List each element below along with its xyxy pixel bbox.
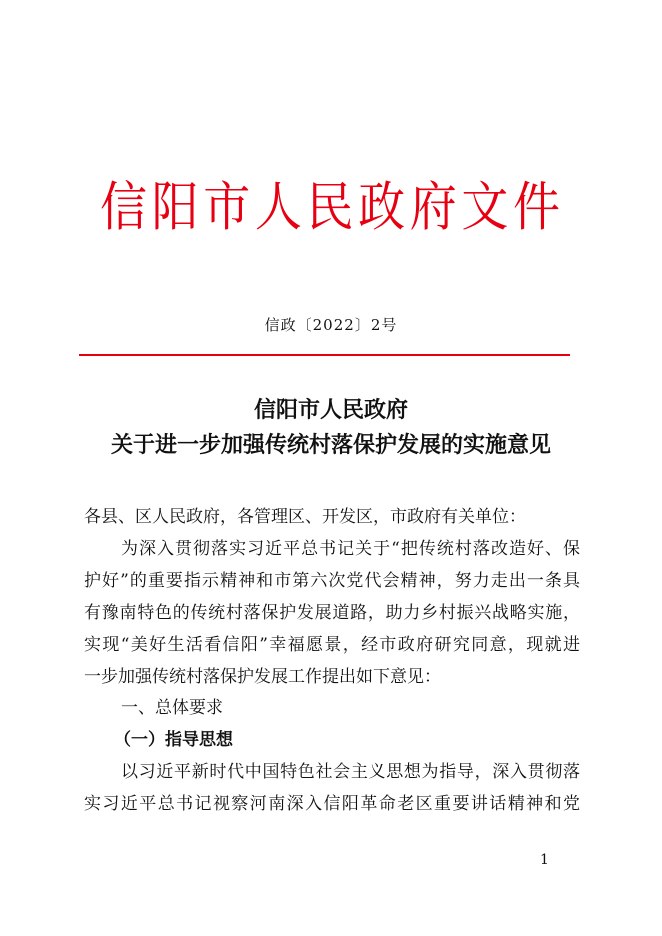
- doc-title-line1: 信阳市人民政府: [253, 397, 408, 423]
- paragraph-line: 实习近平总书记视察河南深入信阳革命老区重要讲话精神和党: [84, 794, 580, 814]
- document-number: 信政〔2022〕2号: [264, 316, 398, 334]
- red-divider: [79, 354, 570, 356]
- page-number: 1: [540, 852, 549, 868]
- paragraph-line: 为深入贯彻落实习近平总书记关于“把传统村落改造好、保: [121, 539, 580, 559]
- paragraph-line: 一步加强传统村落保护发展工作提出如下意见：: [84, 667, 441, 687]
- subsection-heading: （一）指导思想: [114, 730, 233, 750]
- paragraph-line: 实现“美好生活看信阳”幸福愿景，经市政府研究同意，现就进: [84, 635, 580, 655]
- addressee: 各县、区人民政府，各管理区、开发区，市政府有关单位：: [84, 507, 526, 527]
- section-heading: 一、总体要求: [121, 698, 223, 718]
- doc-title-line2: 关于进一步加强传统村落保护发展的实施意见: [110, 432, 551, 458]
- masthead-title: 信阳市人民政府文件: [100, 176, 560, 239]
- paragraph-line: 护好”的重要指示精神和市第六次党代会精神，努力走出一条具: [84, 571, 580, 591]
- paragraph-line: 有豫南特色的传统村落保护发展道路，助力乡村振兴战略实施，: [84, 603, 580, 623]
- paragraph-line: 以习近平新时代中国特色社会主义思想为指导，深入贯彻落: [121, 762, 580, 782]
